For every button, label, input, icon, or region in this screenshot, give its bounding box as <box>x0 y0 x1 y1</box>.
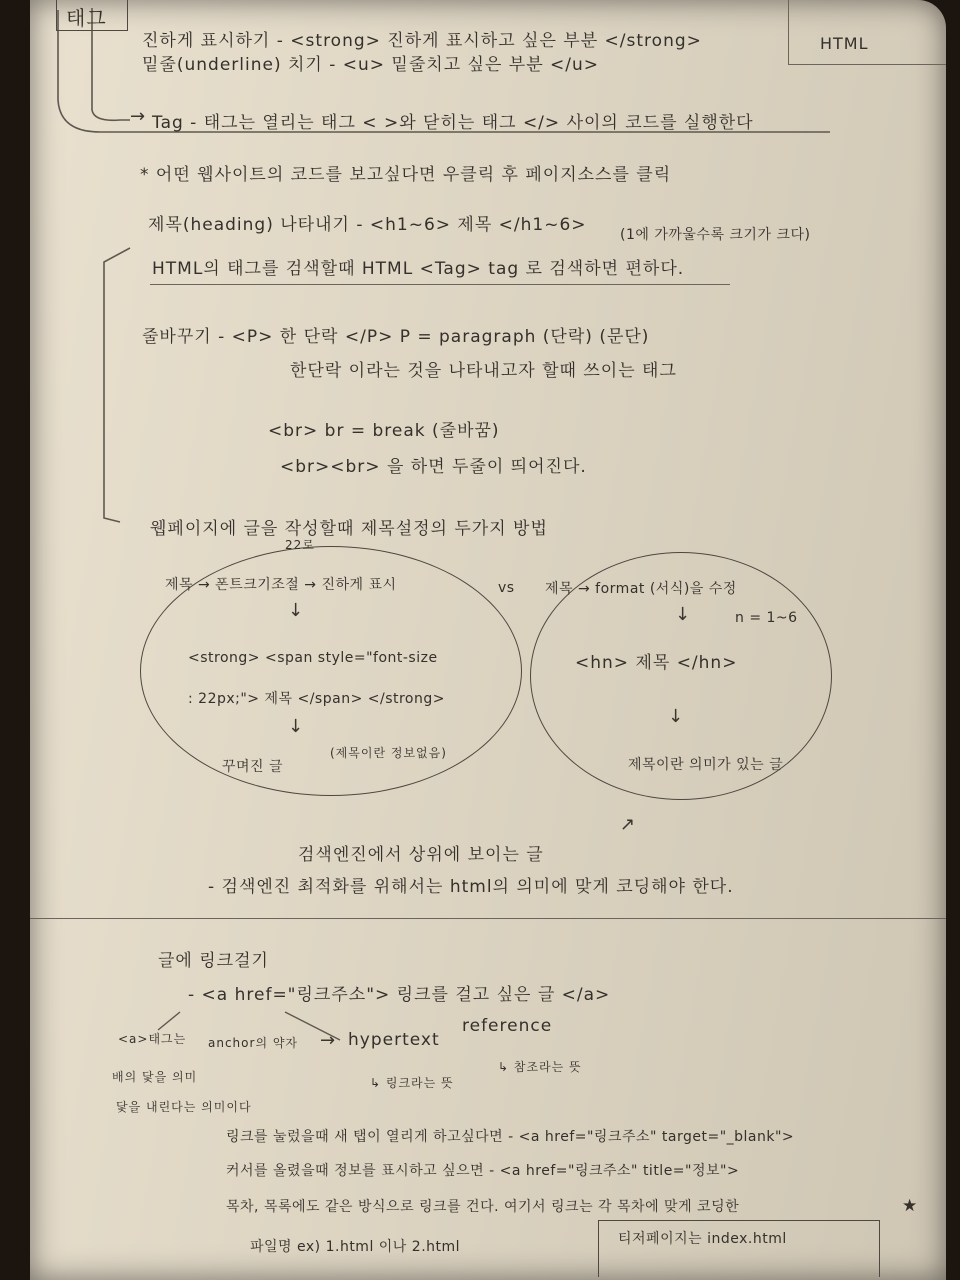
left-oval-line3: : 22px;"> 제목 </span> </strong> <box>188 691 445 707</box>
left-oval-line1: 제목 → 폰트크기조절 → 진하게 표시 <box>165 577 397 593</box>
note-title-attr: 커서를 올렸을때 정보를 표시하고 싶으면 - <a href="링크주소" title="정보"> <box>226 1163 740 1179</box>
section-divider <box>30 918 946 919</box>
anchor-note: anchor의 약자 <box>208 1036 299 1050</box>
notebook-page <box>30 0 946 1280</box>
left-oval-line2: <strong> <span style="font-size <box>188 650 438 666</box>
arrow-icon: → <box>320 1030 336 1051</box>
up-right-arrow-icon: ↗ <box>620 814 636 835</box>
seo-line1: 검색엔진에서 상위에 보이는 글 <box>298 845 544 865</box>
down-arrow-icon: ↓ <box>288 600 304 621</box>
corner-divider <box>788 0 789 64</box>
tag-label: 태그 <box>66 6 107 30</box>
note-underline: 밑줄(underline) 치기 - <u> 밑줄치고 싶은 부분 </u> <box>142 55 600 75</box>
note-search-tag: HTML의 태그를 검색할때 HTML <Tag> tag 로 검색하면 편하다. <box>152 259 685 279</box>
ship-note1: 배의 닻을 의미 <box>112 1070 198 1084</box>
right-oval-line4: 제목이란 의미가 있는 글 <box>628 757 784 773</box>
left-oval-note: 22로 <box>285 538 315 552</box>
note-view-source: * 어떤 웹사이트의 코드를 보고싶다면 우클릭 후 페이지소스를 클릭 <box>140 165 672 185</box>
left-oval-line4: 꾸며진 글 <box>222 759 284 775</box>
note-br: <br> br = break (줄바꿈) <box>268 421 500 441</box>
index-note: 티저페이지는 index.html <box>618 1231 787 1247</box>
left-oval-line4-note: (제목이란 정보없음) <box>330 746 447 760</box>
down-arrow-icon: ↓ <box>668 706 684 727</box>
ship-note2: 닻을 내린다는 의미이다 <box>116 1100 252 1114</box>
note-heading-size: (1에 가까울수록 크기가 크다) <box>620 227 811 243</box>
down-arrow-icon: ↓ <box>288 716 304 737</box>
corner-divider-h <box>788 64 946 65</box>
right-oval-line2: n = 1~6 <box>735 610 798 626</box>
hypertext-word: hypertext <box>348 1030 440 1050</box>
seo-line2: - 검색엔진 최적화를 위해서는 html의 의미에 맞게 코딩해야 한다. <box>208 877 734 897</box>
vs-label: vs <box>498 580 515 596</box>
note-file-name: 파일명 ex) 1.html 이나 2.html <box>250 1239 461 1255</box>
reference-word: reference <box>462 1016 553 1036</box>
note-new-tab: 링크를 눌렀을때 새 탭이 열리게 하고싶다면 - <a href="링크주소" target="_blank"> <box>226 1129 795 1145</box>
arrow-icon: → <box>130 106 146 127</box>
a-tag-note: <a>태그는 <box>118 1032 187 1046</box>
note-strong: 진하게 표시하기 - <strong> 진하게 표시하고 싶은 부분 </strong> <box>142 31 702 51</box>
underline-stroke <box>150 284 730 285</box>
right-oval-line3: <hn> 제목 </hn> <box>575 653 738 673</box>
note-paragraph-desc: 한단락 이라는 것을 나타내고자 할때 쓰이는 태그 <box>290 361 677 381</box>
star-icon: ★ <box>902 1196 919 1216</box>
right-oval-line1: 제목 → format (서식)을 수정 <box>545 581 737 597</box>
note-heading: 제목(heading) 나타내기 - <h1~6> 제목 </h1~6> <box>148 215 587 235</box>
note-br-double: <br><br> 을 하면 두줄이 띄어진다. <box>280 457 587 477</box>
note-paragraph: 줄바꾸기 - <P> 한 단락 </P> P = paragraph (단락) (문단) <box>142 327 650 347</box>
down-arrow-icon: ↓ <box>675 604 691 625</box>
links-syntax: - <a href="링크주소"> 링크를 걸고 싶은 글 </a> <box>188 985 611 1005</box>
html-corner-label: HTML <box>820 34 869 53</box>
note-each-list: 목차, 목록에도 같은 방식으로 링크를 건다. 여기서 링크는 각 목차에 맞게 코딩한 <box>226 1199 740 1215</box>
note-two-methods: 웹페이지에 글을 작성할때 제목설정의 두가지 방법 <box>150 519 548 539</box>
links-title: 글에 링크걸기 <box>158 951 269 971</box>
hypertext-meaning: ↳ 링크라는 뜻 <box>370 1076 454 1090</box>
note-tag: Tag - 태그는 열리는 태그 < >와 닫히는 태그 </> 사이의 코드를 실행한다 <box>152 113 754 133</box>
reference-meaning: ↳ 참조라는 뜻 <box>498 1060 582 1074</box>
